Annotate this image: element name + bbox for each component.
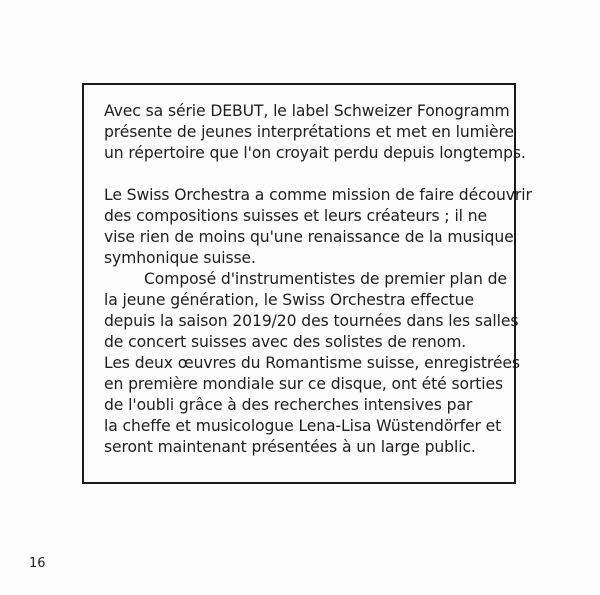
text-line: présente de jeunes interprétations et met en lumière <box>104 123 514 141</box>
page-number: 16 <box>29 556 46 571</box>
booklet-text <box>104 101 532 458</box>
text-line: en première mondiale sur ce disque, ont été sorties <box>104 375 504 393</box>
text-line: des compositions suisses et leurs créateurs ; il ne <box>104 207 488 225</box>
text-line: de l'oubli grâce à des recherches intensives par <box>104 396 473 414</box>
text-line: Le Swiss Orchestra a comme mission de faire découvrir <box>104 186 532 204</box>
paragraph-romantic-works <box>104 353 520 458</box>
paragraph-gap <box>104 164 504 185</box>
text-line: seront maintenant présentées à un large public. <box>104 438 476 456</box>
text-line: Avec sa série DEBUT, le label Schweizer Fonogramm <box>104 102 510 120</box>
text-line: de concert suisses avec des solistes de renom. <box>104 333 467 351</box>
text-line: la jeune génération, le Swiss Orchestra effectue <box>104 291 474 309</box>
text-line: Les deux œuvres du Romantisme suisse, enregistrées <box>104 354 520 372</box>
text-line: un répertoire que l'on croyait perdu depuis longtemps. <box>104 144 526 162</box>
text-line: symhonique suisse. <box>104 249 256 267</box>
text-line: la cheffe et musicologue Lena-Lisa Wüstendörfer et <box>104 417 502 435</box>
paragraph-debut-series <box>104 101 526 164</box>
text-line: vise rien de moins qu'une renaissance de la musique <box>104 228 514 246</box>
paragraph-orchestra-tours <box>104 269 519 353</box>
text-line: Composé d'instrumentistes de premier plan de <box>144 270 507 288</box>
paragraph-orchestra-mission <box>104 185 532 269</box>
text-line: depuis la saison 2019/20 des tournées dans les salles <box>104 312 519 330</box>
